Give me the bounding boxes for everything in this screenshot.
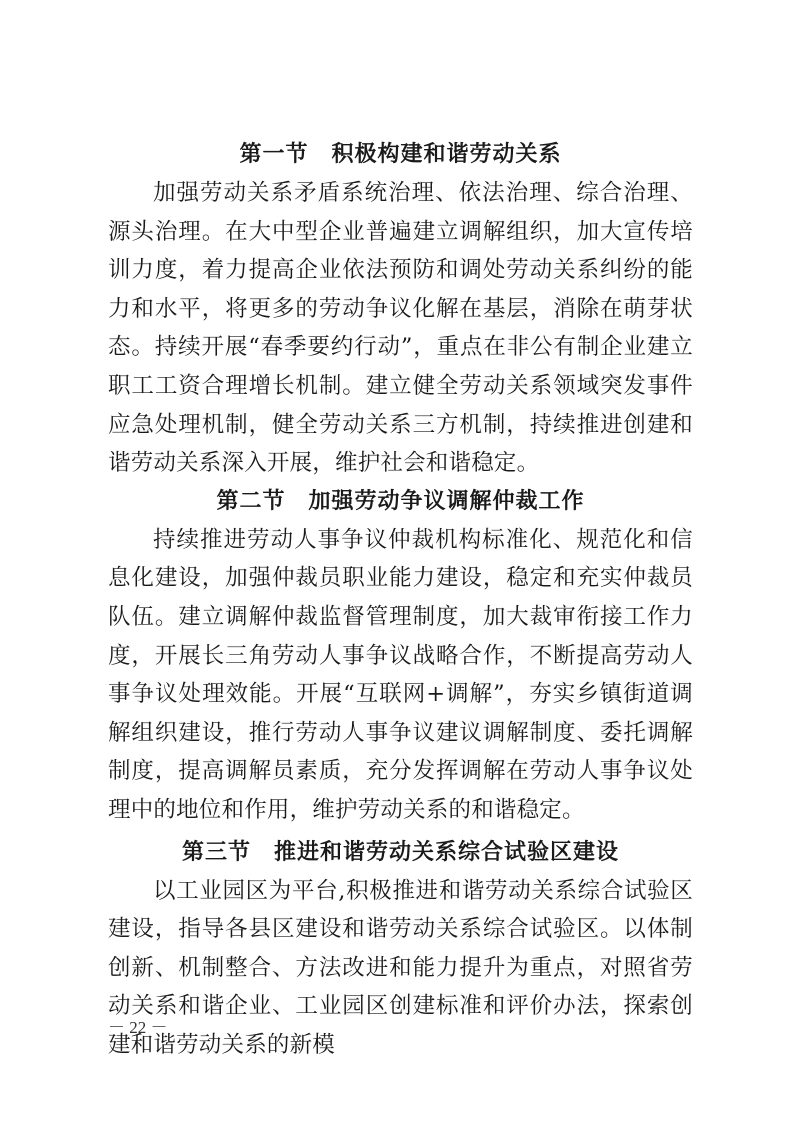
document-body xyxy=(108,136,693,1064)
section-2-paragraph: 持续推进劳动人事争议仲裁机构标准化、规范化和信息化建设，加强仲裁员职业能力建设，稳定和充实仲裁员队伍。建立调解仲裁监督管理制度，加大裁审衔接工作力度，开展长三角劳动人事争议战略合作，不断提高劳动人事争议处理效能。开展“互联网+调解”，夯实乡镇街道调解组织建设，推行劳动人事争议建议调解制度、委托调解制度，提高调解员素质，充分发挥调解在劳动人事争议处理中的地位和作用，维护劳动关系的和谐稳定。 xyxy=(108,526,693,823)
section-title-3: 第三节 推进和谐劳动关系综合试验区建设 xyxy=(181,839,619,865)
section-1-paragraph: 加强劳动关系矛盾系统治理、依法治理、综合治理、源头治理。在大中型企业普遍建立调解组织，加大宣传培训力度，着力提高企业依法预防和调处劳动关系纠纷的能力和水平，将更多的劳动争议化解在基层，消除在萌芽状态。持续开展“春季要约行动”，重点在非公有制企业建立职工工资合理增长机制。建立健全劳动关系领域突发事件应急处理机制，健全劳动关系三方机制，持续推进创建和谐劳动关系深入开展，维护社会和谐稳定。 xyxy=(108,180,693,477)
page-number: － 22 － xyxy=(108,1018,168,1037)
section-3-paragraph: 以工业园区为平台,积极推进和谐劳动关系综合试验区建设，指导各县区建设和谐劳动关系综合试验区。以体制创新、机制整合、方法改进和能力提升为重点，对照省劳动关系和谐企业、工业园区创建标准和评价办法，探索创建和谐劳动关系的新模 xyxy=(108,877,693,1058)
section-title-1: 第一节 积极构建和谐劳动关系 xyxy=(239,142,562,167)
section-title-2: 第二节 加强劳动争议调解仲裁工作 xyxy=(216,488,585,514)
